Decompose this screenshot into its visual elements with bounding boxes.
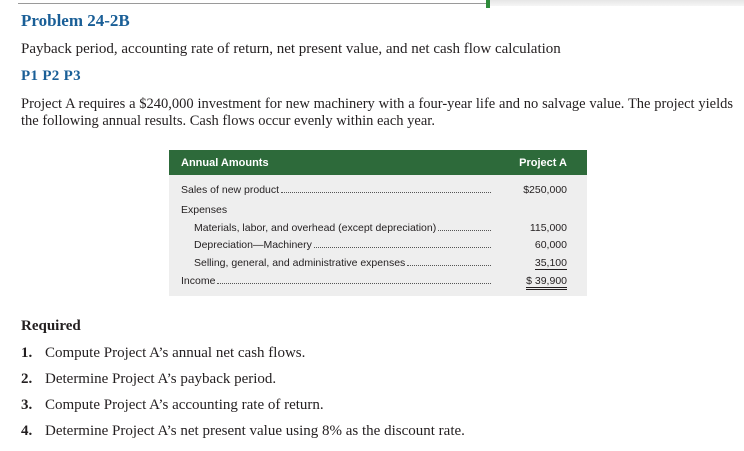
problem-title: Problem 24-2B xyxy=(21,11,130,30)
table-header-label: Annual Amounts xyxy=(181,157,269,169)
learning-objectives: P1 P2 P3 xyxy=(21,68,81,84)
row-value: $250,000 xyxy=(523,184,567,196)
list-item: 3. Compute Project A’s accounting rate of return. xyxy=(21,397,324,413)
row-value: $ 39,900 xyxy=(526,275,567,290)
row-value: 60,000 xyxy=(534,239,567,251)
table-header xyxy=(169,150,587,175)
table-row xyxy=(169,238,587,254)
required-heading: Required xyxy=(21,318,81,334)
problem-subtitle: Payback period, accounting rate of return, net present value, and net cash flow calculation xyxy=(21,41,561,57)
header-shade xyxy=(490,0,744,6)
table-header-column: Project A xyxy=(519,157,567,169)
problem-description: Project A requires a $240,000 investment for new machinery with a four-year life and no salvage value. The project yields the following annual results. Cash flows occur evenly within each year. xyxy=(21,96,733,129)
row-value: 115,000 xyxy=(529,222,567,234)
table-row xyxy=(169,183,587,199)
list-item: 1. Compute Project A’s annual net cash flows. xyxy=(21,345,306,361)
row-label: Expenses xyxy=(181,204,228,216)
table-row xyxy=(169,203,587,219)
table-row xyxy=(169,221,587,237)
table-row xyxy=(169,274,587,290)
table-row xyxy=(169,256,587,272)
list-item: 2. Determine Project A’s payback period. xyxy=(21,371,277,387)
requirements-list xyxy=(21,345,465,449)
row-label: Materials, labor, and overhead (except depreciation) xyxy=(194,222,437,234)
top-rule xyxy=(0,0,744,8)
row-label: Income xyxy=(181,275,216,287)
list-item: 4. Determine Project A’s net present value using 8% as the discount rate. xyxy=(21,423,465,439)
row-label: Sales of new product xyxy=(181,184,280,196)
row-value: 35,100 xyxy=(534,257,567,269)
top-divider xyxy=(18,3,488,4)
annual-amounts-table xyxy=(169,150,587,296)
row-label: Depreciation—Machinery xyxy=(194,239,312,251)
row-label: Selling, general, and administrative expenses xyxy=(194,257,406,269)
